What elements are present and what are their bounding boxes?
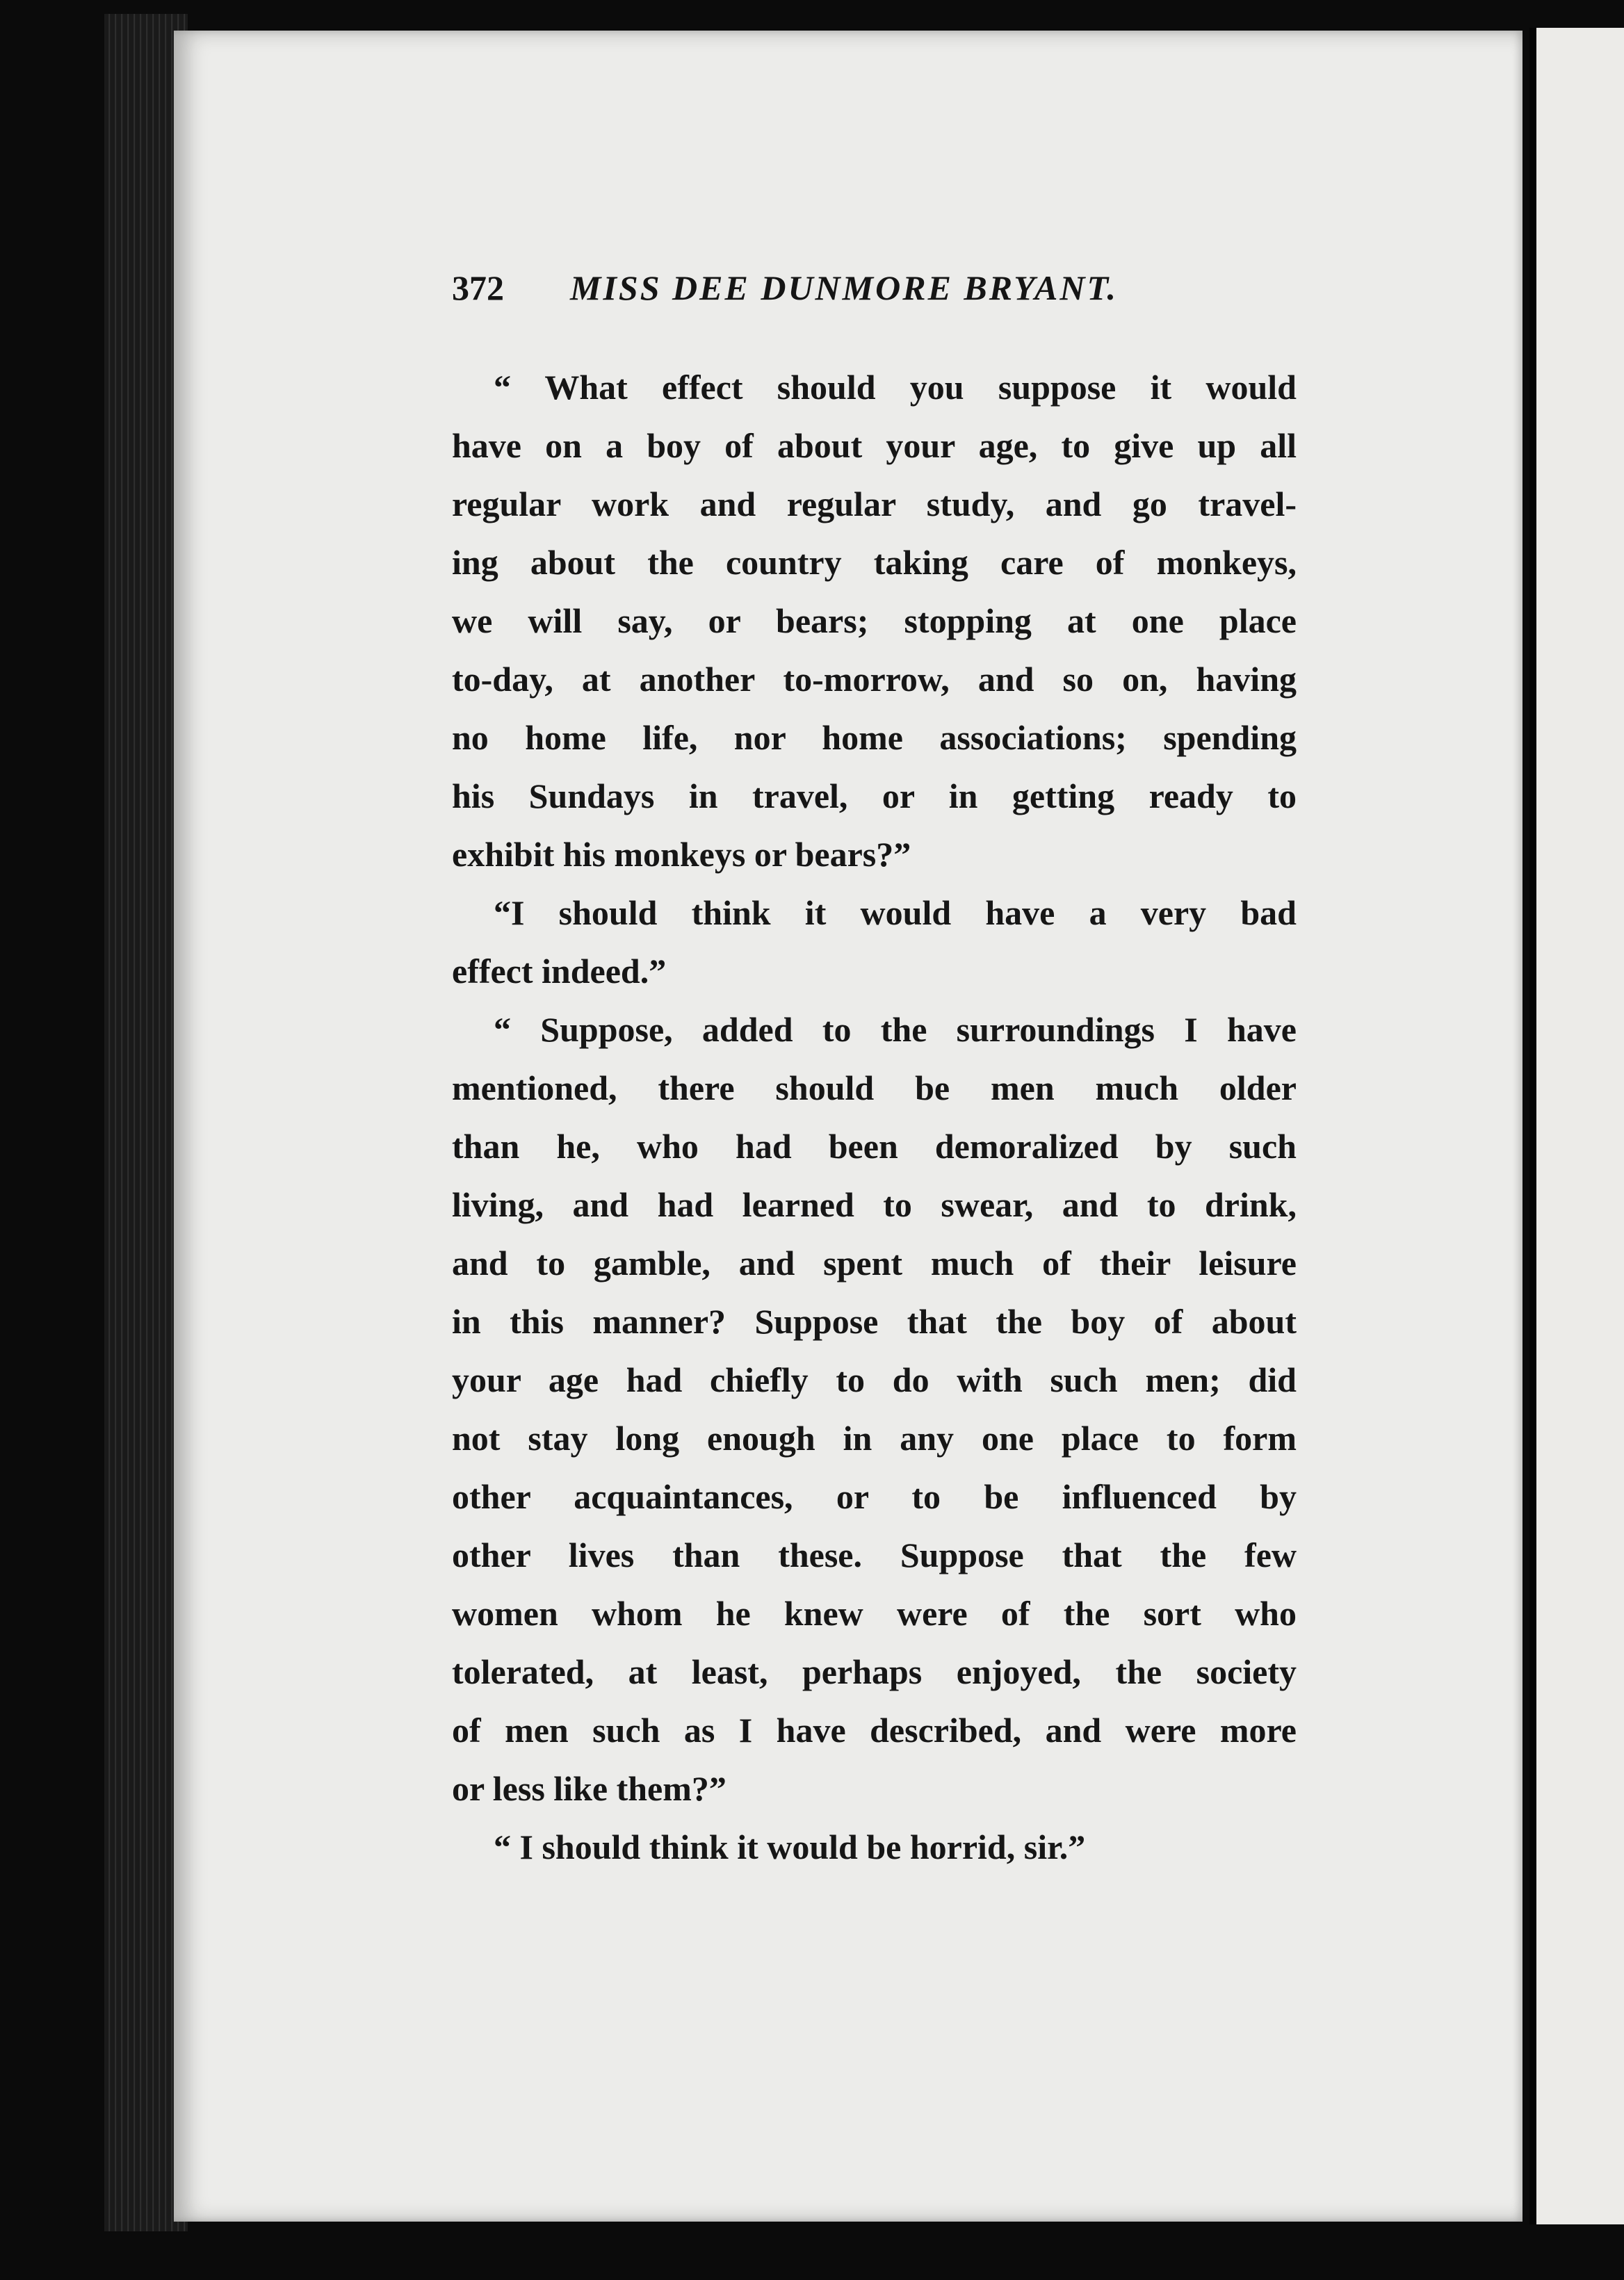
- text-line: mentioned, there should be men much older: [452, 1068, 1297, 1107]
- paragraph: [452, 883, 1297, 1000]
- running-head: [452, 268, 1203, 316]
- text-line: other lives than these. Suppose that the few: [452, 1536, 1297, 1574]
- text-line: effect indeed.”: [452, 952, 667, 991]
- text-line: “ What effect should you suppose it would: [494, 368, 1297, 407]
- text-line: his Sundays in travel, or in getting ready to: [452, 776, 1297, 815]
- page-number: 372: [452, 268, 504, 307]
- text-line: and to gamble, and spent much of their leisure: [452, 1244, 1297, 1282]
- paragraph: [452, 1000, 1297, 1818]
- body-text: [452, 358, 1297, 1876]
- text-line: than he, who had been demoralized by such: [452, 1127, 1297, 1166]
- text-line: of men such as I have described, and were more: [452, 1711, 1297, 1750]
- text-line: tolerated, at least, perhaps enjoyed, the society: [452, 1652, 1297, 1691]
- text-line: women whom he knew were of the sort who: [452, 1594, 1297, 1633]
- text-line: “I should think it would have a very bad: [494, 893, 1297, 932]
- text-line: “ I should think it would be horrid, sir.”: [494, 1827, 1086, 1866]
- text-line: exhibit his monkeys or bears?”: [452, 835, 911, 874]
- paragraph: [452, 1818, 1297, 1876]
- running-title: MISS DEE DUNMORE BRYANT.: [570, 268, 1118, 307]
- text-line: no home life, nor home associations; spending: [452, 718, 1297, 757]
- text-line: “ Suppose, added to the surroundings I have: [494, 1010, 1297, 1049]
- text-line: have on a boy of about your age, to give up all: [452, 426, 1297, 465]
- text-line: we will say, or bears; stopping at one place: [452, 601, 1297, 640]
- facing-page-edge: [1529, 28, 1624, 2224]
- text-line: to-day, at another to-morrow, and so on, having: [452, 660, 1297, 699]
- text-line: other acquaintances, or to be influenced by: [452, 1477, 1297, 1516]
- paragraph: [452, 358, 1297, 883]
- text-line: living, and had learned to swear, and to drink,: [452, 1185, 1297, 1224]
- text-line: your age had chiefly to do with such men; did: [452, 1360, 1297, 1399]
- text-line: in this manner? Suppose that the boy of about: [452, 1302, 1297, 1341]
- text-line: ing about the country taking care of monkeys,: [452, 543, 1297, 582]
- text-line: regular work and regular study, and go travel-: [452, 484, 1297, 523]
- text-line: or less like them?”: [452, 1769, 726, 1808]
- text-line: not stay long enough in any one place to form: [452, 1419, 1297, 1458]
